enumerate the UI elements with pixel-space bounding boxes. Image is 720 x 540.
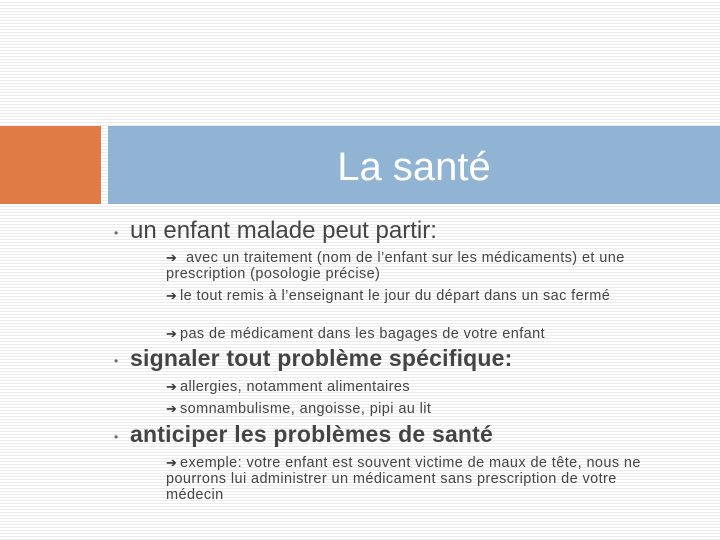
bullet-marker: • xyxy=(114,354,119,368)
bullet-marker: • xyxy=(114,430,119,444)
bullet-1-text: un enfant malade peut partir: xyxy=(130,217,437,244)
bullet-3-subitem-1: ➔ exemple: votre enfant est souvent victime de maux de tête, nous ne pourrons lui administrer un médicament sans prescription de votre médecin xyxy=(166,455,641,503)
slide-title: La santé xyxy=(337,145,491,189)
bullet-3-text: anticiper les problèmes de santé xyxy=(130,421,494,447)
arrow-icon: ➔ xyxy=(166,326,178,341)
arrow-icon: ➔ xyxy=(166,379,178,394)
bullet-2-subitem-1: ➔ allergies, notamment alimentaires xyxy=(166,379,410,395)
bullet-2-subitem-2: ➔ somnambulisme, angoisse, pipi au lit xyxy=(166,401,432,417)
arrow-icon: ➔ xyxy=(166,250,178,265)
accent-block xyxy=(0,126,101,204)
bullet-marker: • xyxy=(114,226,119,240)
bullet-1-subitem-1: ➔ avec un traitement (nom de l’enfant sur les médicaments) et une prescription (posologie précise) xyxy=(166,250,625,282)
bullet-1-subitem-2: ➔ le tout remis à l’enseignant le jour du départ dans un sac fermé xyxy=(166,288,611,304)
bullet-1-subitem-3: ➔ pas de médicament dans les bagages de votre enfant xyxy=(166,326,546,342)
arrow-icon: ➔ xyxy=(166,455,178,470)
bullet-2-text: signaler tout problème spécifique: xyxy=(130,345,513,371)
arrow-icon: ➔ xyxy=(166,288,178,303)
arrow-icon: ➔ xyxy=(166,401,178,416)
